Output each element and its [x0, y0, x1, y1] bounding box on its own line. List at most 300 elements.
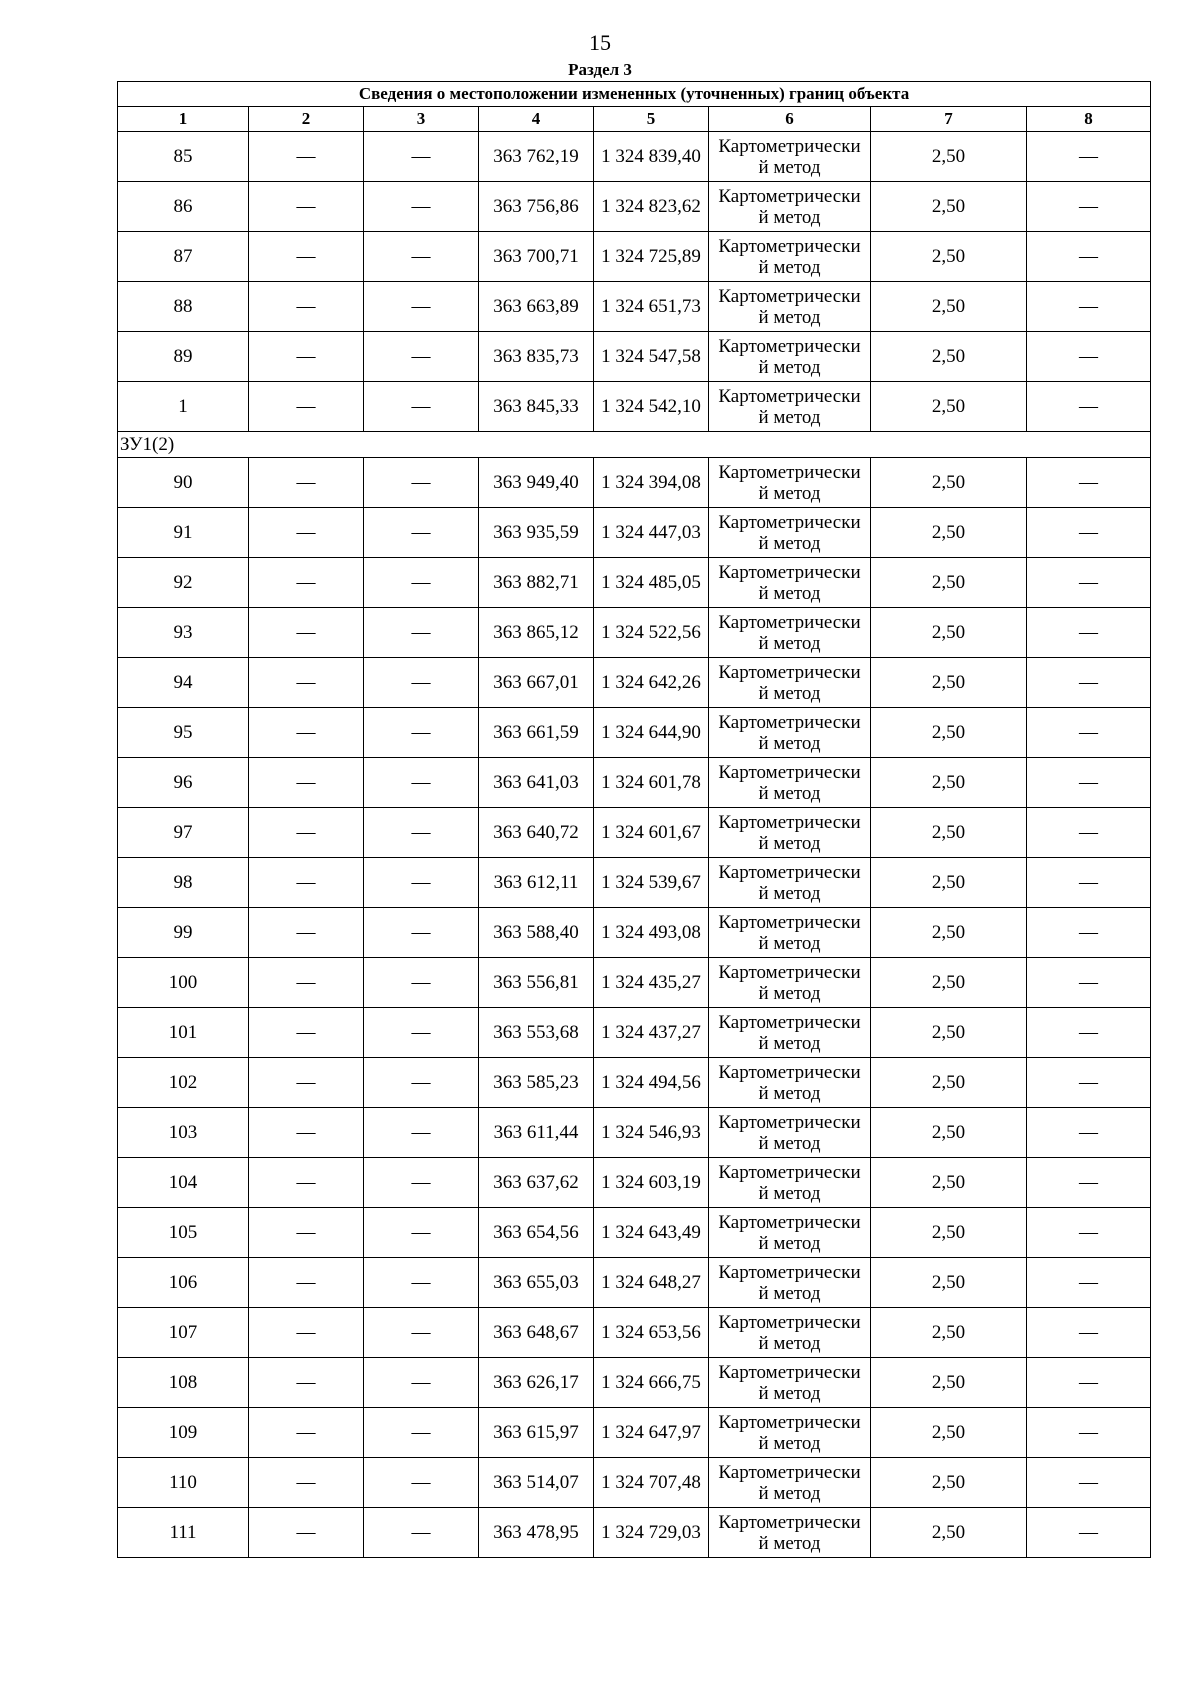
cell-col8: —: [1027, 1458, 1151, 1508]
coord-x: 363 700,71: [479, 232, 594, 282]
coord-x: 363 585,23: [479, 1058, 594, 1108]
coord-y: 1 324 493,08: [594, 908, 709, 958]
method-line-1: Картометрически: [718, 511, 861, 533]
cell-col8: —: [1027, 1308, 1151, 1358]
point-number: 87: [118, 232, 249, 282]
coord-x: 363 835,73: [479, 332, 594, 382]
group-label: ЗУ1(2): [118, 432, 1151, 458]
cell-col2: —: [249, 232, 364, 282]
method-line-1: Картометрически: [718, 611, 861, 633]
accuracy: 2,50: [871, 558, 1027, 608]
coord-x: 363 882,71: [479, 558, 594, 608]
method-line-1: Картометрически: [718, 1361, 861, 1383]
cell-col2: —: [249, 908, 364, 958]
method-line-2: й метод: [758, 1282, 821, 1304]
method-line-2: й метод: [758, 732, 821, 754]
coord-y: 1 324 601,67: [594, 808, 709, 858]
accuracy: 2,50: [871, 958, 1027, 1008]
accuracy: 2,50: [871, 282, 1027, 332]
cell-col2: —: [249, 1458, 364, 1508]
point-number: 85: [118, 132, 249, 182]
method-line-2: й метод: [758, 256, 821, 278]
cell-col8: —: [1027, 332, 1151, 382]
method-line-2: й метод: [758, 1382, 821, 1404]
method-line-1: Картометрически: [718, 1411, 861, 1433]
coord-y: 1 324 435,27: [594, 958, 709, 1008]
point-number: 101: [118, 1008, 249, 1058]
cell-col8: —: [1027, 132, 1151, 182]
coord-y: 1 324 651,73: [594, 282, 709, 332]
method-line-1: Картометрически: [718, 1311, 861, 1333]
cell-col3: —: [364, 1058, 479, 1108]
coord-x: 363 865,12: [479, 608, 594, 658]
point-number: 106: [118, 1258, 249, 1308]
cell-col3: —: [364, 1158, 479, 1208]
cell-col3: —: [364, 132, 479, 182]
table-row: [118, 708, 1151, 758]
method-line-1: Картометрически: [718, 1211, 861, 1233]
cell-col2: —: [249, 1258, 364, 1308]
coord-y: 1 324 707,48: [594, 1458, 709, 1508]
method-line-2: й метод: [758, 682, 821, 704]
accuracy: 2,50: [871, 382, 1027, 432]
coord-x: 363 588,40: [479, 908, 594, 958]
cell-col8: —: [1027, 608, 1151, 658]
point-number: 96: [118, 758, 249, 808]
cell-col8: —: [1027, 458, 1151, 508]
point-number: 89: [118, 332, 249, 382]
table-row: [118, 1158, 1151, 1208]
method: [709, 808, 871, 858]
accuracy: 2,50: [871, 1308, 1027, 1358]
accuracy: 2,50: [871, 508, 1027, 558]
coord-x: 363 654,56: [479, 1208, 594, 1258]
cell-col2: —: [249, 458, 364, 508]
point-number: 1: [118, 382, 249, 432]
cell-col8: —: [1027, 558, 1151, 608]
cell-col8: —: [1027, 508, 1151, 558]
coord-x: 363 556,81: [479, 958, 594, 1008]
cell-col3: —: [364, 808, 479, 858]
table-row: [118, 558, 1151, 608]
coord-x: 363 615,97: [479, 1408, 594, 1458]
accuracy: 2,50: [871, 708, 1027, 758]
coord-x: 363 663,89: [479, 282, 594, 332]
cell-col3: —: [364, 1508, 479, 1558]
method: [709, 182, 871, 232]
cell-col8: —: [1027, 282, 1151, 332]
accuracy: 2,50: [871, 458, 1027, 508]
coord-y: 1 324 447,03: [594, 508, 709, 558]
method-line-1: Картометрически: [718, 1461, 861, 1483]
cell-col2: —: [249, 808, 364, 858]
accuracy: 2,50: [871, 1358, 1027, 1408]
method: [709, 908, 871, 958]
coord-x: 363 845,33: [479, 382, 594, 432]
coord-x: 363 756,86: [479, 182, 594, 232]
cell-col3: —: [364, 1308, 479, 1358]
cell-col2: —: [249, 708, 364, 758]
method: [709, 332, 871, 382]
method-line-1: Картометрически: [718, 711, 861, 733]
method-line-2: й метод: [758, 632, 821, 654]
table-row: [118, 282, 1151, 332]
cell-col8: —: [1027, 1358, 1151, 1408]
point-number: 92: [118, 558, 249, 608]
table-row: [118, 1208, 1151, 1258]
table-row: [118, 758, 1151, 808]
cell-col8: —: [1027, 1008, 1151, 1058]
column-header: 7: [871, 107, 1027, 132]
method: [709, 1008, 871, 1058]
cell-col8: —: [1027, 232, 1151, 282]
cell-col2: —: [249, 558, 364, 608]
coord-x: 363 935,59: [479, 508, 594, 558]
cell-col2: —: [249, 182, 364, 232]
table-row: [118, 808, 1151, 858]
method-line-1: Картометрически: [718, 335, 861, 357]
table-row: [118, 958, 1151, 1008]
method-line-1: Картометрически: [718, 461, 861, 483]
cell-col8: —: [1027, 1408, 1151, 1458]
method: [709, 1108, 871, 1158]
column-header-row: [118, 107, 1151, 132]
cell-col2: —: [249, 958, 364, 1008]
point-number: 86: [118, 182, 249, 232]
method: [709, 282, 871, 332]
method-line-2: й метод: [758, 532, 821, 554]
coord-x: 363 655,03: [479, 1258, 594, 1308]
accuracy: 2,50: [871, 858, 1027, 908]
method-line-1: Картометрически: [718, 135, 861, 157]
column-header: 5: [594, 107, 709, 132]
coord-x: 363 667,01: [479, 658, 594, 708]
coord-x: 363 762,19: [479, 132, 594, 182]
method-line-1: Картометрически: [718, 811, 861, 833]
method: [709, 1358, 871, 1408]
coord-y: 1 324 643,49: [594, 1208, 709, 1258]
coord-y: 1 324 603,19: [594, 1158, 709, 1208]
method: [709, 232, 871, 282]
point-number: 109: [118, 1408, 249, 1458]
cell-col3: —: [364, 908, 479, 958]
table-row: [118, 658, 1151, 708]
table-row: [118, 1408, 1151, 1458]
accuracy: 2,50: [871, 808, 1027, 858]
cell-col8: —: [1027, 1258, 1151, 1308]
method-line-2: й метод: [758, 406, 821, 428]
cell-col3: —: [364, 182, 479, 232]
accuracy: 2,50: [871, 908, 1027, 958]
coord-y: 1 324 394,08: [594, 458, 709, 508]
coord-y: 1 324 522,56: [594, 608, 709, 658]
table-row: [118, 1058, 1151, 1108]
method: [709, 958, 871, 1008]
coord-x: 363 478,95: [479, 1508, 594, 1558]
method-line-1: Картометрически: [718, 1061, 861, 1083]
cell-col2: —: [249, 1058, 364, 1108]
method: [709, 1508, 871, 1558]
table-row: [118, 608, 1151, 658]
point-number: 91: [118, 508, 249, 558]
cell-col3: —: [364, 958, 479, 1008]
method: [709, 558, 871, 608]
point-number: 90: [118, 458, 249, 508]
table-row: [118, 182, 1151, 232]
method-line-2: й метод: [758, 356, 821, 378]
method-line-2: й метод: [758, 1532, 821, 1554]
table-row: [118, 132, 1151, 182]
table-row: [118, 232, 1151, 282]
coord-x: 363 612,11: [479, 858, 594, 908]
coord-x: 363 514,07: [479, 1458, 594, 1508]
table-row: [118, 508, 1151, 558]
method-line-2: й метод: [758, 1182, 821, 1204]
cell-col2: —: [249, 1008, 364, 1058]
column-header: 3: [364, 107, 479, 132]
point-number: 103: [118, 1108, 249, 1158]
method-line-1: Картометрически: [718, 761, 861, 783]
method: [709, 758, 871, 808]
point-number: 94: [118, 658, 249, 708]
cell-col8: —: [1027, 382, 1151, 432]
method: [709, 1058, 871, 1108]
coord-y: 1 324 648,27: [594, 1258, 709, 1308]
point-number: 97: [118, 808, 249, 858]
method-line-1: Картометрически: [718, 1161, 861, 1183]
method: [709, 1308, 871, 1358]
method: [709, 382, 871, 432]
method-line-2: й метод: [758, 882, 821, 904]
method-line-1: Картометрически: [718, 285, 861, 307]
cell-col8: —: [1027, 758, 1151, 808]
method-line-1: Картометрически: [718, 1261, 861, 1283]
method-line-2: й метод: [758, 582, 821, 604]
cell-col2: —: [249, 132, 364, 182]
coord-y: 1 324 542,10: [594, 382, 709, 432]
coord-y: 1 324 644,90: [594, 708, 709, 758]
cell-col2: —: [249, 1208, 364, 1258]
cell-col3: —: [364, 382, 479, 432]
accuracy: 2,50: [871, 1258, 1027, 1308]
cell-col2: —: [249, 1108, 364, 1158]
point-number: 111: [118, 1508, 249, 1558]
cell-col2: —: [249, 508, 364, 558]
method-line-2: й метод: [758, 1482, 821, 1504]
cell-col3: —: [364, 1408, 479, 1458]
method: [709, 1208, 871, 1258]
method: [709, 1408, 871, 1458]
coord-y: 1 324 437,27: [594, 1008, 709, 1058]
cell-col2: —: [249, 332, 364, 382]
method: [709, 608, 871, 658]
accuracy: 2,50: [871, 1208, 1027, 1258]
cell-col8: —: [1027, 1508, 1151, 1558]
table-row: [118, 332, 1151, 382]
cell-col3: —: [364, 658, 479, 708]
method-line-2: й метод: [758, 306, 821, 328]
cell-col8: —: [1027, 1058, 1151, 1108]
point-number: 95: [118, 708, 249, 758]
method-line-2: й метод: [758, 1082, 821, 1104]
cell-col2: —: [249, 658, 364, 708]
cell-col3: —: [364, 1258, 479, 1308]
cell-col8: —: [1027, 1108, 1151, 1158]
method-line-2: й метод: [758, 832, 821, 854]
table-row: [118, 1308, 1151, 1358]
table-caption-row: [118, 82, 1151, 107]
cell-col8: —: [1027, 1158, 1151, 1208]
point-number: 100: [118, 958, 249, 1008]
group-label-row: [118, 432, 1151, 458]
coord-x: 363 648,67: [479, 1308, 594, 1358]
coord-y: 1 324 647,97: [594, 1408, 709, 1458]
coord-y: 1 324 547,58: [594, 332, 709, 382]
method-line-2: й метод: [758, 1132, 821, 1154]
cell-col2: —: [249, 382, 364, 432]
cell-col3: —: [364, 558, 479, 608]
cell-col3: —: [364, 608, 479, 658]
column-header: 6: [709, 107, 871, 132]
method: [709, 508, 871, 558]
method: [709, 658, 871, 708]
method-line-2: й метод: [758, 206, 821, 228]
point-number: 108: [118, 1358, 249, 1408]
accuracy: 2,50: [871, 132, 1027, 182]
cell-col8: —: [1027, 808, 1151, 858]
point-number: 99: [118, 908, 249, 958]
method: [709, 708, 871, 758]
method-line-1: Картометрически: [718, 961, 861, 983]
cell-col8: —: [1027, 658, 1151, 708]
accuracy: 2,50: [871, 758, 1027, 808]
accuracy: 2,50: [871, 1008, 1027, 1058]
cell-col3: —: [364, 758, 479, 808]
method: [709, 858, 871, 908]
coord-x: 363 553,68: [479, 1008, 594, 1058]
cell-col2: —: [249, 282, 364, 332]
cell-col8: —: [1027, 908, 1151, 958]
cell-col3: —: [364, 1358, 479, 1408]
method-line-1: Картометрически: [718, 1011, 861, 1033]
method-line-2: й метод: [758, 1332, 821, 1354]
method-line-1: Картометрически: [718, 1511, 861, 1533]
method: [709, 458, 871, 508]
accuracy: 2,50: [871, 1058, 1027, 1108]
method-line-2: й метод: [758, 482, 821, 504]
column-header: 8: [1027, 107, 1151, 132]
coord-y: 1 324 725,89: [594, 232, 709, 282]
cell-col8: —: [1027, 958, 1151, 1008]
cell-col3: —: [364, 508, 479, 558]
cell-col8: —: [1027, 1208, 1151, 1258]
accuracy: 2,50: [871, 332, 1027, 382]
method-line-1: Картометрически: [718, 235, 861, 257]
method-line-2: й метод: [758, 156, 821, 178]
cell-col3: —: [364, 1458, 479, 1508]
cell-col2: —: [249, 858, 364, 908]
cell-col2: —: [249, 758, 364, 808]
table-row: [118, 458, 1151, 508]
method-line-1: Картометрически: [718, 385, 861, 407]
cell-col8: —: [1027, 708, 1151, 758]
cell-col3: —: [364, 282, 479, 332]
point-number: 107: [118, 1308, 249, 1358]
table-row: [118, 1108, 1151, 1158]
table-row: [118, 1458, 1151, 1508]
method: [709, 132, 871, 182]
coord-x: 363 949,40: [479, 458, 594, 508]
method-line-2: й метод: [758, 932, 821, 954]
coord-y: 1 324 494,56: [594, 1058, 709, 1108]
cell-col3: —: [364, 1108, 479, 1158]
boundary-coordinates-table: [117, 81, 1151, 1558]
table-caption: Сведения о местоположении измененных (уточненных) границ объекта: [118, 82, 1151, 107]
method-line-2: й метод: [758, 1032, 821, 1054]
point-number: 102: [118, 1058, 249, 1108]
cell-col3: —: [364, 1008, 479, 1058]
table-row: [118, 1358, 1151, 1408]
method-line-2: й метод: [758, 782, 821, 804]
point-number: 110: [118, 1458, 249, 1508]
table-row: [118, 1508, 1151, 1558]
coord-y: 1 324 539,67: [594, 858, 709, 908]
column-header: 4: [479, 107, 594, 132]
column-header: 2: [249, 107, 364, 132]
accuracy: 2,50: [871, 1108, 1027, 1158]
cell-col3: —: [364, 1208, 479, 1258]
accuracy: 2,50: [871, 1408, 1027, 1458]
method-line-1: Картометрически: [718, 911, 861, 933]
method-line-1: Картометрически: [718, 861, 861, 883]
coord-x: 363 661,59: [479, 708, 594, 758]
table-row: [118, 1258, 1151, 1308]
method: [709, 1158, 871, 1208]
table-row: [118, 908, 1151, 958]
coord-y: 1 324 729,03: [594, 1508, 709, 1558]
cell-col2: —: [249, 1158, 364, 1208]
section-title: Раздел 3: [568, 60, 632, 79]
cell-col3: —: [364, 858, 479, 908]
coord-y: 1 324 546,93: [594, 1108, 709, 1158]
point-number: 88: [118, 282, 249, 332]
accuracy: 2,50: [871, 658, 1027, 708]
coord-y: 1 324 601,78: [594, 758, 709, 808]
method-line-1: Картометрически: [718, 185, 861, 207]
cell-col8: —: [1027, 858, 1151, 908]
accuracy: 2,50: [871, 608, 1027, 658]
page-number: 15: [589, 30, 611, 55]
column-header: 1: [118, 107, 249, 132]
coord-x: 363 611,44: [479, 1108, 594, 1158]
table-row: [118, 382, 1151, 432]
point-number: 98: [118, 858, 249, 908]
point-number: 93: [118, 608, 249, 658]
table-row: [118, 858, 1151, 908]
coord-x: 363 640,72: [479, 808, 594, 858]
table-row: [118, 1008, 1151, 1058]
point-number: 104: [118, 1158, 249, 1208]
coord-x: 363 626,17: [479, 1358, 594, 1408]
method-line-2: й метод: [758, 982, 821, 1004]
cell-col2: —: [249, 1308, 364, 1358]
cell-col2: —: [249, 1358, 364, 1408]
cell-col3: —: [364, 708, 479, 758]
method-line-2: й метод: [758, 1232, 821, 1254]
coord-y: 1 324 642,26: [594, 658, 709, 708]
coord-y: 1 324 485,05: [594, 558, 709, 608]
accuracy: 2,50: [871, 1508, 1027, 1558]
